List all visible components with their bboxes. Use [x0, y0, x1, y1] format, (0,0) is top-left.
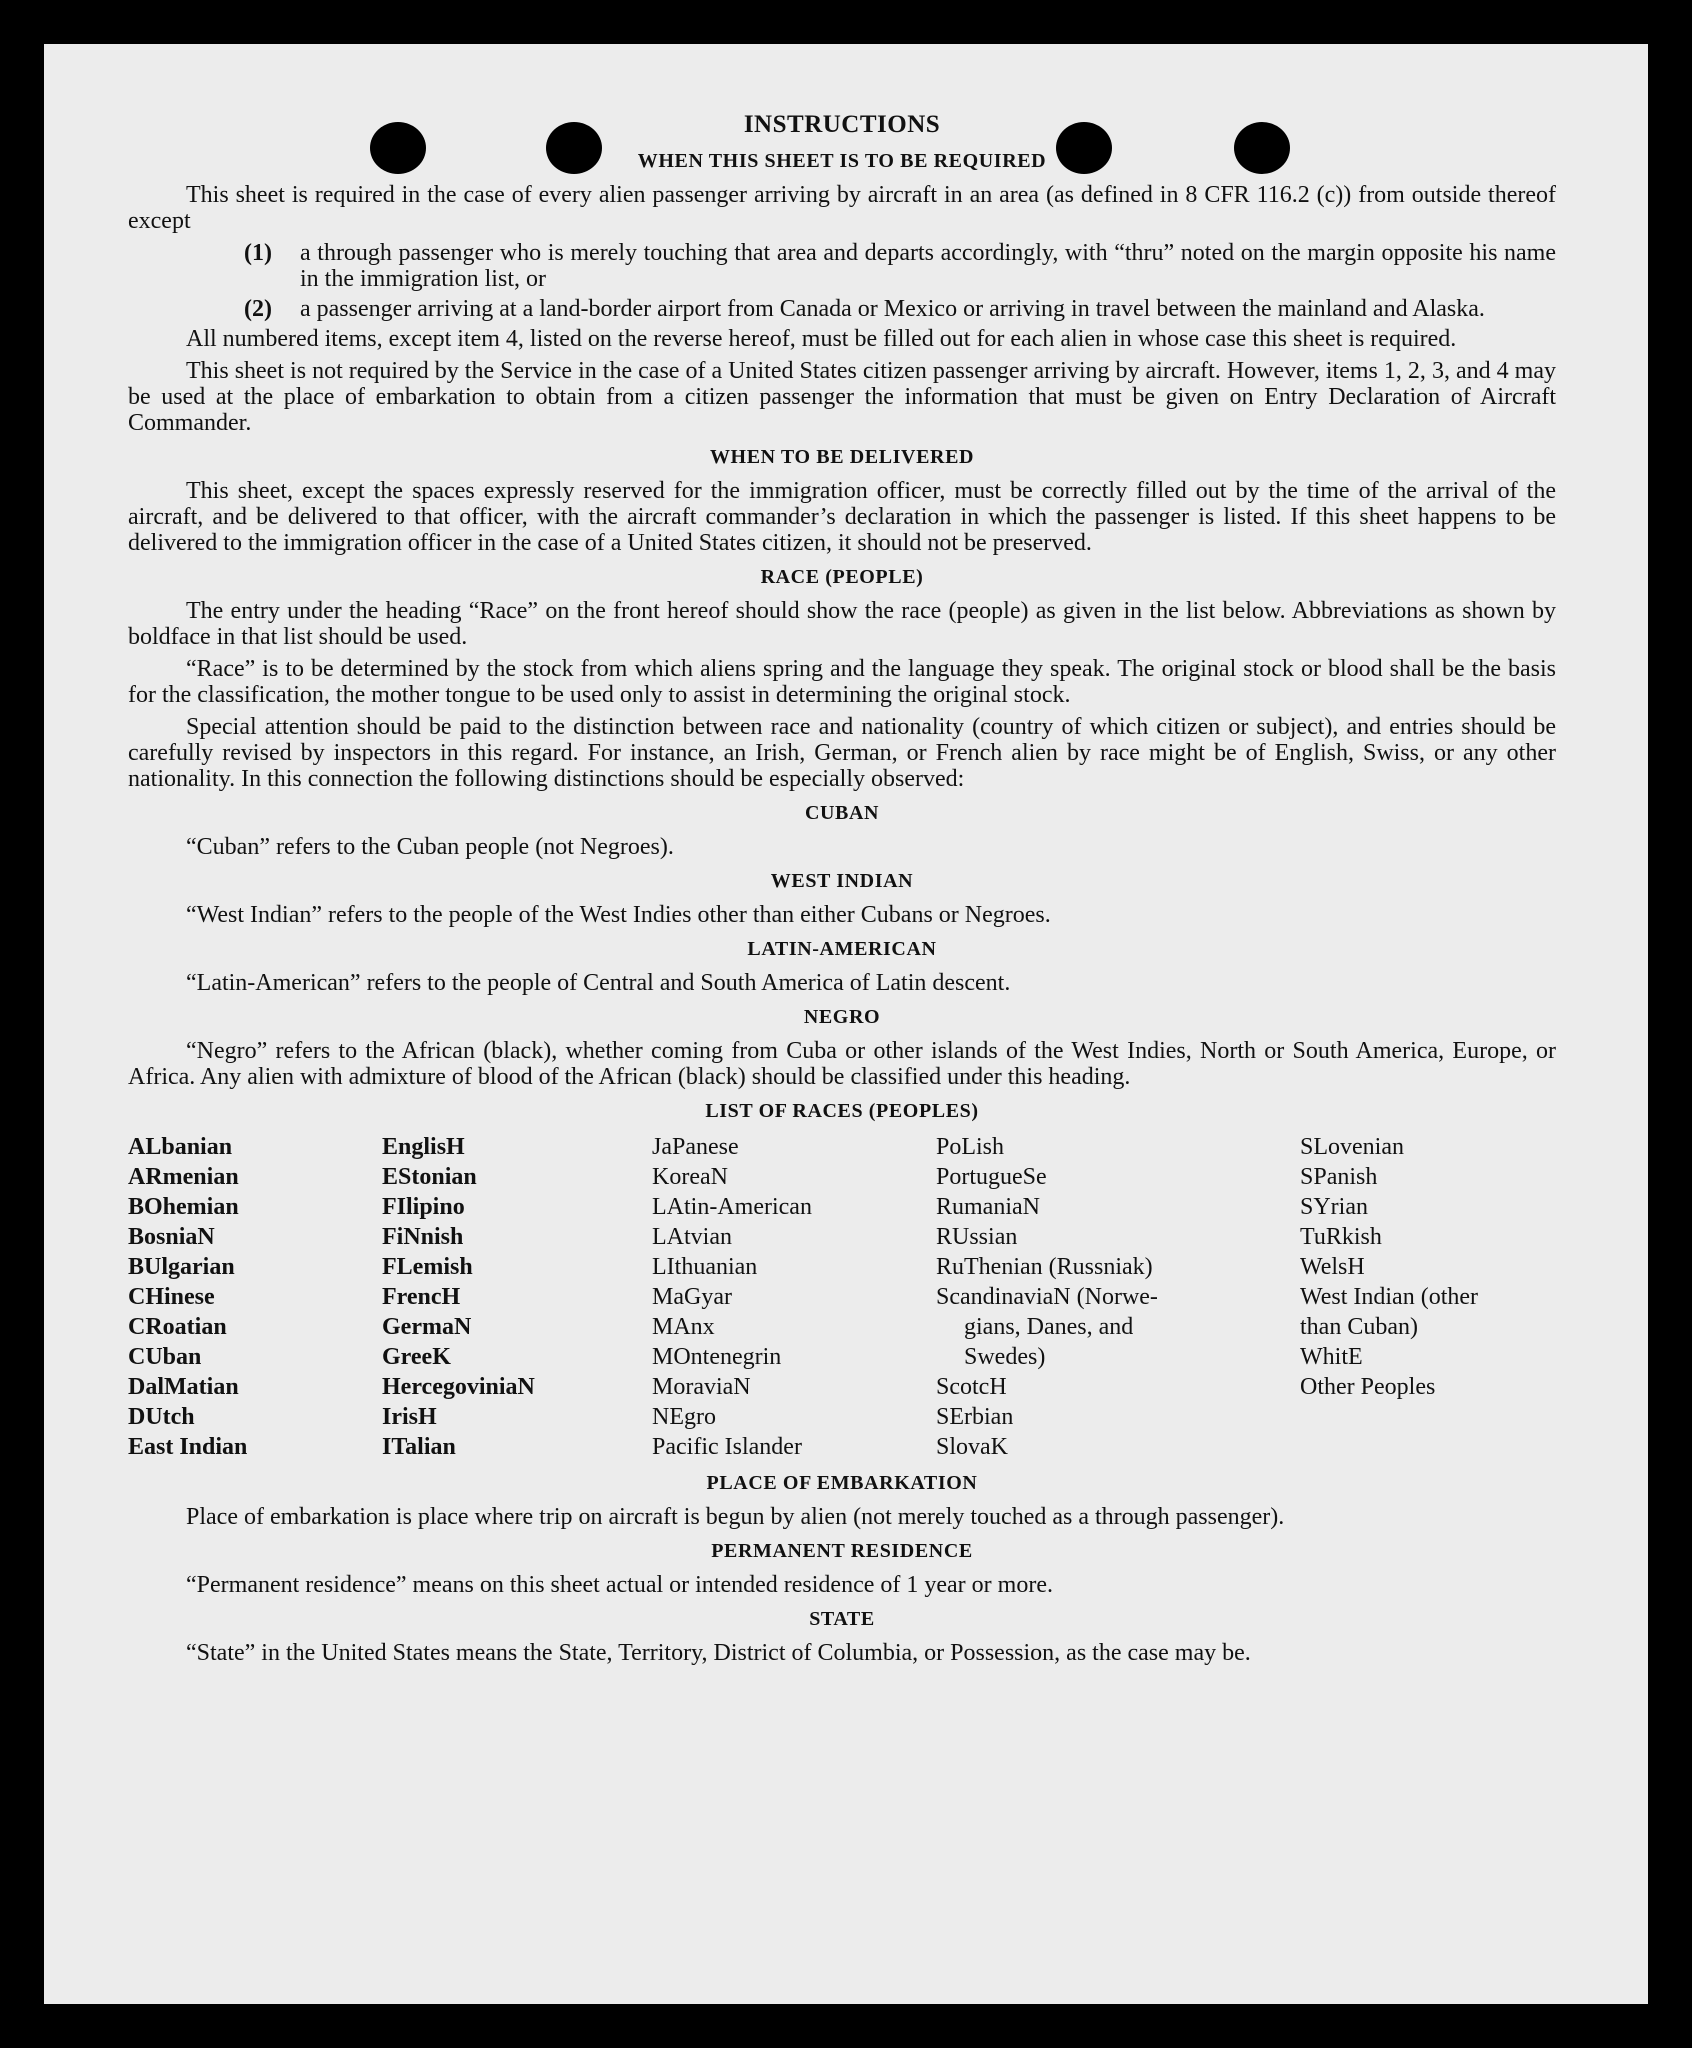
race-item: East Indian [128, 1434, 248, 1460]
section-heading-race: RACE (PEOPLE) [760, 566, 924, 588]
paragraph: Special attention should be paid to the distinction between race and nationality (country of which citizen or subject), and entries should be carefully revised by inspectors in this regard. For instance, an Irish, German, or French alien by race might be of English, Swiss, or any other nationality. In this connection the following distinctions should be especially observed: [128, 714, 1556, 792]
race-item: RumaniaN [936, 1194, 1040, 1220]
race-item: EnglisH [382, 1134, 465, 1160]
race-item: MAnx [652, 1314, 715, 1340]
race-item: DUtch [128, 1404, 195, 1430]
section-heading-delivered: WHEN TO BE DELIVERED [709, 446, 975, 468]
race-item: LIthuanian [652, 1254, 758, 1280]
race-item: RUssian [936, 1224, 1018, 1250]
paragraph: This sheet, except the spaces expressly reserved for the immigration officer, must be correctly filled out by the time of the arrival of the aircraft, and be delivered to that officer, with the aircraft commander’s declaration in which the passenger is listed. If this sheet happens to be delivered to the immigration officer in the case of a United States citizen, it should not be preserved. [128, 478, 1556, 556]
item-text: a through passenger who is merely touching that area and departs accordingly, with “thru” noted on the margin opposite his name in the immigration list, or [300, 240, 1556, 292]
race-column [382, 1132, 652, 1462]
paragraph: This sheet is required in the case of every alien passenger arriving by aircraft in an area (as defined in 8 CFR 116.2 (c)) from outside thereof except [128, 182, 1556, 234]
race-item: IrisH [382, 1404, 437, 1430]
race-item: LAtin-American [652, 1194, 812, 1220]
race-item: FrencH [382, 1284, 461, 1310]
paragraph: This sheet is not required by the Service in the case of a United States citizen passenger arriving by aircraft. However, items 1, 2, 3, and 4 may be used at the place of embarkation to obtain from a citizen passenger the information that must be given on Entry Declaration of Aircraft Commander. [128, 358, 1556, 436]
section-heading-list: LIST OF RACES (PEOPLES) [705, 1100, 979, 1122]
race-item: ALbanian [128, 1134, 233, 1160]
race-item: HercegoviniaN [382, 1374, 535, 1400]
paragraph: “Race” is to be determined by the stock from which aliens spring and the language they speak. The original stock or blood shall be the basis for the classification, the mother tongue to be used only to assist in determining the original stock. [128, 656, 1556, 708]
item-number: (1) [244, 240, 272, 266]
paragraph: “Negro” refers to the African (black), whether coming from Cuba or other islands of the West Indies, North or South America, Europe, or Africa. Any alien with admixture of blood of the African (black) should be classified under this heading. [128, 1038, 1556, 1090]
race-column [652, 1132, 936, 1462]
page-title: INSTRUCTIONS [743, 111, 941, 138]
race-column [128, 1132, 382, 1462]
numbered-item [128, 240, 1556, 292]
section-heading-latin-american: LATIN-AMERICAN [747, 938, 937, 960]
race-item: PortugueSe [936, 1164, 1047, 1190]
race-item: EStonian [382, 1164, 477, 1190]
paragraph: “Latin-American” refers to the people of Central and South America of Latin descent. [186, 970, 1011, 996]
paragraph: The entry under the heading “Race” on the front hereof should show the race (people) as given in the list below. Abbreviations as shown by boldface in that list should be used. [128, 598, 1556, 650]
race-item: PoLish [936, 1134, 1005, 1160]
race-item: LAtvian [652, 1224, 732, 1250]
item-text: a passenger arriving at a land-border airport from Canada or Mexico or arriving in travel between the mainland and Alaska. [300, 296, 1485, 322]
race-item: ITalian [382, 1434, 456, 1460]
race-item: MaGyar [652, 1284, 732, 1310]
race-item: SLovenian [1300, 1134, 1404, 1160]
race-item: Pacific Islander [652, 1434, 802, 1460]
paragraph: Place of embarkation is place where trip on aircraft is begun by alien (not merely touched as a through passenger). [186, 1504, 1285, 1530]
race-item: ARmenian [128, 1164, 239, 1190]
paragraph: “Cuban” refers to the Cuban people (not Negroes). [186, 834, 674, 860]
section-heading-embarkation: PLACE OF EMBARKATION [706, 1472, 978, 1494]
race-item: CUban [128, 1344, 202, 1370]
race-item: GreeK [382, 1344, 451, 1370]
instructions-content [128, 112, 1556, 1672]
race-item: BOhemian [128, 1194, 239, 1220]
race-item: BUlgarian [128, 1254, 235, 1280]
race-item: SlovaK [936, 1434, 1008, 1460]
race-item: DalMatian [128, 1374, 239, 1400]
race-item: SPanish [1300, 1164, 1378, 1190]
section-heading-residence: PERMANENT RESIDENCE [711, 1540, 973, 1562]
race-item: JaPanese [652, 1134, 739, 1160]
race-item: Other Peoples [1300, 1374, 1436, 1400]
race-item: BosniaN [128, 1224, 215, 1250]
numbered-item [128, 296, 1556, 322]
section-heading-west-indian: WEST INDIAN [770, 870, 914, 892]
race-item: MOntenegrin [652, 1344, 782, 1370]
paragraph: “Permanent residence” means on this sheet actual or intended residence of 1 year or more. [186, 1572, 1053, 1598]
paragraph: “State” in the United States means the State, Territory, District of Columbia, or Possession, as the case may be. [186, 1640, 1251, 1666]
race-item: KoreaN [652, 1164, 728, 1190]
race-item: WhitE [1300, 1344, 1363, 1370]
race-item: WelsH [1300, 1254, 1365, 1280]
race-item: RuThenian (Russniak) [936, 1254, 1153, 1280]
race-item: Swedes) [964, 1344, 1046, 1370]
race-item: FiNnish [382, 1224, 464, 1250]
race-column [1300, 1132, 1556, 1462]
race-item: SYrian [1300, 1194, 1368, 1220]
race-item: ScandinaviaN (Norwe- [936, 1284, 1158, 1310]
race-item: gians, Danes, and [964, 1314, 1134, 1340]
race-item: NEgro [652, 1404, 716, 1430]
paragraph: All numbered items, except item 4, listed on the reverse hereof, must be filled out for each alien in whose case this sheet is required. [186, 326, 1457, 352]
race-item: GermaN [382, 1314, 472, 1340]
race-column [936, 1132, 1300, 1462]
race-item: FLemish [382, 1254, 473, 1280]
section-heading-negro: NEGRO [803, 1006, 881, 1028]
section-heading-cuban: CUBAN [804, 802, 880, 824]
race-item: MoraviaN [652, 1374, 751, 1400]
race-item: CHinese [128, 1284, 215, 1310]
race-item: TuRkish [1300, 1224, 1382, 1250]
race-item: SErbian [936, 1404, 1014, 1430]
item-number: (2) [244, 296, 272, 322]
race-item: ScotcH [936, 1374, 1007, 1400]
section-heading-required: WHEN THIS SHEET IS TO BE REQUIRED [637, 150, 1047, 172]
race-item: West Indian (other [1300, 1284, 1479, 1310]
race-list [128, 1132, 1556, 1462]
race-item: than Cuban) [1300, 1314, 1418, 1340]
race-item: FIlipino [382, 1194, 465, 1220]
paragraph: “West Indian” refers to the people of the West Indies other than either Cubans or Negroes. [186, 902, 1051, 928]
section-heading-state: STATE [809, 1608, 875, 1630]
race-item: CRoatian [128, 1314, 227, 1340]
